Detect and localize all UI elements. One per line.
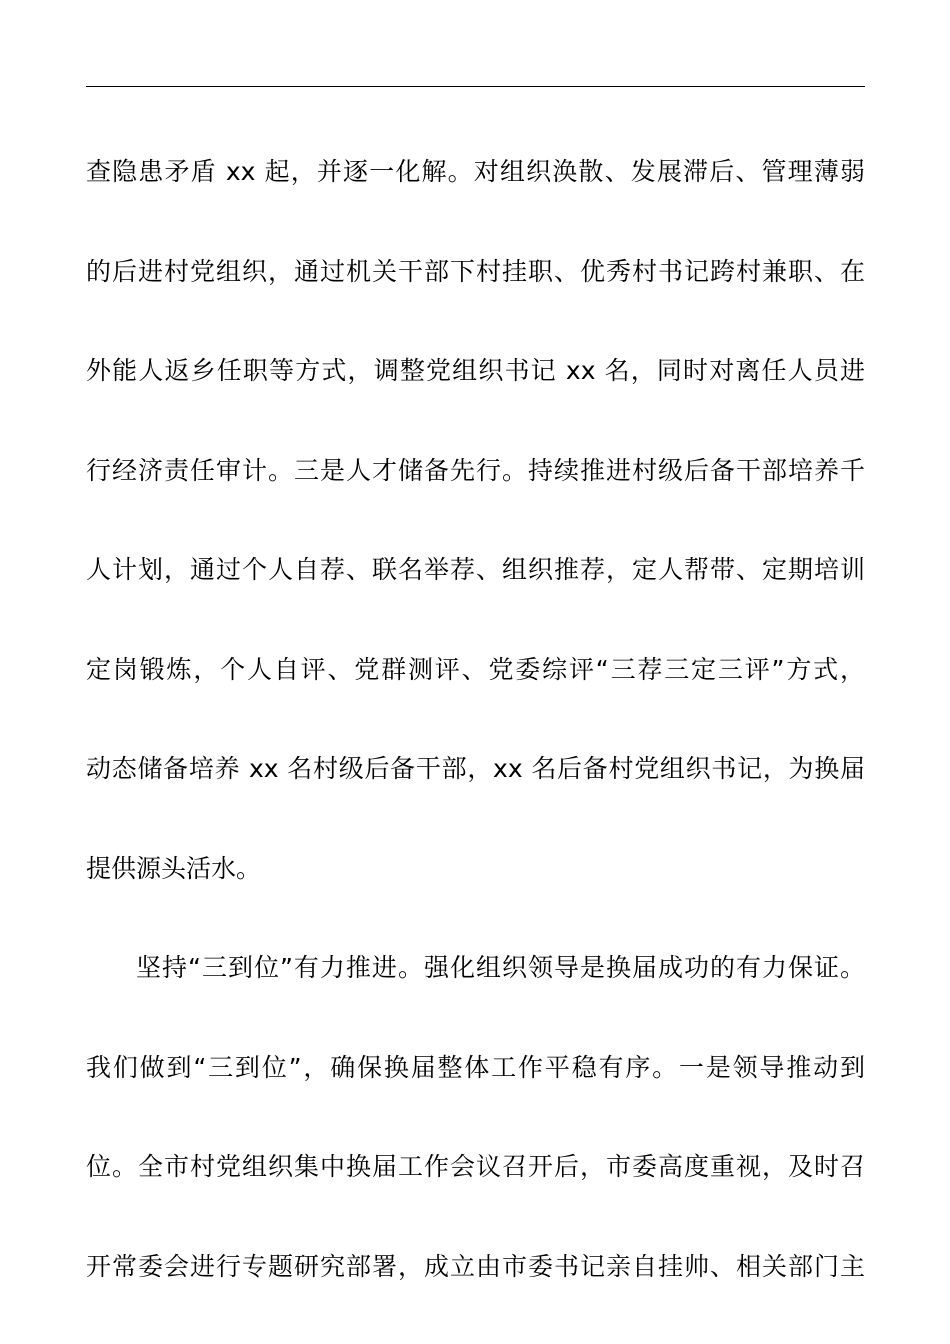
text-line: 人计划，通过个人自荐、联名举荐、组织推荐，定人帮带、定期培训 — [86, 555, 865, 584]
paragraph-start-line: 坚持“三到位”有力推进。强化组织领导是换届成功的有力保证。 — [136, 953, 865, 982]
text-line: 行经济责任审计。三是人才储备先行。持续推进村级后备干部培养千 — [86, 455, 865, 485]
text-line: 定岗锻炼，个人自评、党群测评、党委综评“三荐三定三评”方式， — [86, 654, 865, 684]
text-line: 开常委会进行专题研究部署，成立由市委书记亲自挂帅、相关部门主 — [86, 1251, 865, 1281]
text-line: 外能人返乡任职等方式，调整党组织书记 xx 名，同时对离任人员进 — [86, 356, 865, 385]
header-rule — [86, 86, 865, 87]
text-line: 的后进村党组织，通过机关干部下村挂职、优秀村书记跨村兼职、在 — [86, 256, 865, 286]
body-text — [86, 122, 865, 1316]
text-line: 我们做到“三到位”，确保换届整体工作平稳有序。一是领导推动到 — [86, 1052, 865, 1082]
text-line: 查隐患矛盾 xx 起，并逐一化解。对组织涣散、发展滞后、管理薄弱 — [86, 157, 865, 186]
text-line: 动态储备培养 xx 名村级后备干部，xx 名后备村党组织书记，为换届 — [86, 754, 865, 783]
paragraph-end-line: 提供源头活水。 — [86, 853, 262, 883]
text-line: 位。全市村党组织集中换届工作会议召开后，市委高度重视，及时召 — [86, 1152, 865, 1181]
